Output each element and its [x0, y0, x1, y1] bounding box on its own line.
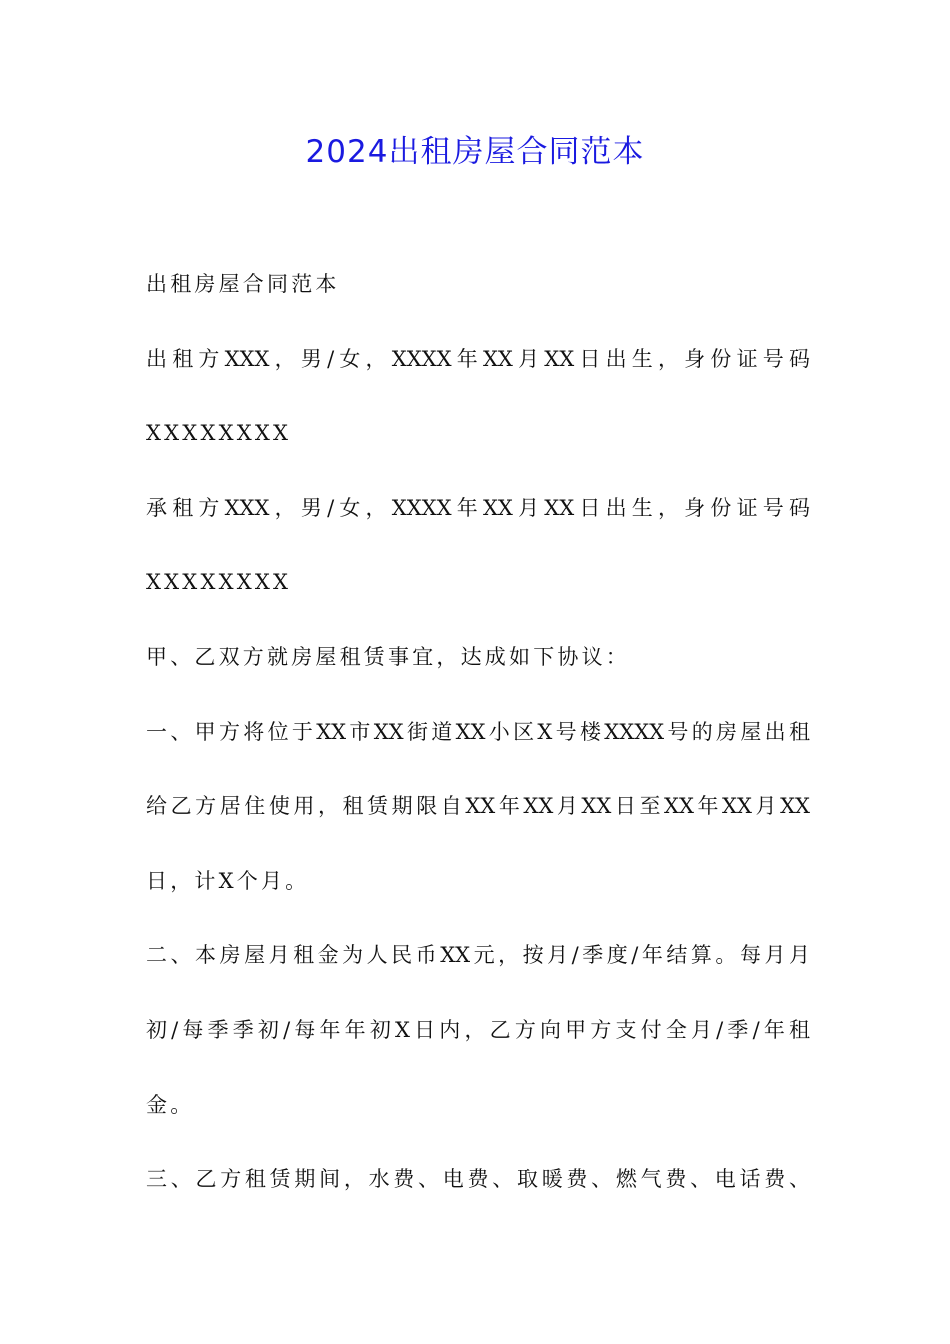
- paragraph-line: 给乙方居住使用，租赁期限自XX年XX月XX日至XX年XX月XX: [146, 794, 810, 819]
- document-title: 2024出租房屋合同范本: [305, 134, 645, 170]
- paragraph-line: 出租方XXX，男/女，XXXX年XX月XX日出生，身份证号码: [146, 346, 810, 371]
- paragraph-line: 日，计X个月。: [146, 868, 310, 893]
- paragraph-line: 金。: [146, 1092, 195, 1117]
- paragraph-line: 甲、乙双方就房屋租赁事宜，达成如下协议：: [146, 644, 630, 669]
- paragraph-line: 一、甲方将位于XX市XX街道XX小区X号楼XXXX号的房屋出租: [146, 719, 810, 744]
- section-heading: 出租房屋合同范本: [146, 272, 340, 296]
- paragraph-line: 三、乙方租赁期间，水费、电费、取暖费、燃气费、电话费、: [146, 1167, 810, 1192]
- paragraph-line: XXXXXXXX: [146, 570, 292, 595]
- paragraph-line: 承租方XXX，男/女，XXXX年XX月XX日出生，身份证号码: [146, 495, 810, 520]
- paragraph-line: XXXXXXXX: [146, 421, 292, 446]
- paragraph-line: 二、本房屋月租金为人民币XX元，按月/季度/年结算。每月月: [146, 943, 810, 968]
- document-body: [146, 260, 810, 1230]
- paragraph-line: 初/每季季初/每年年初X日内，乙方向甲方支付全月/季/年租: [146, 1017, 810, 1042]
